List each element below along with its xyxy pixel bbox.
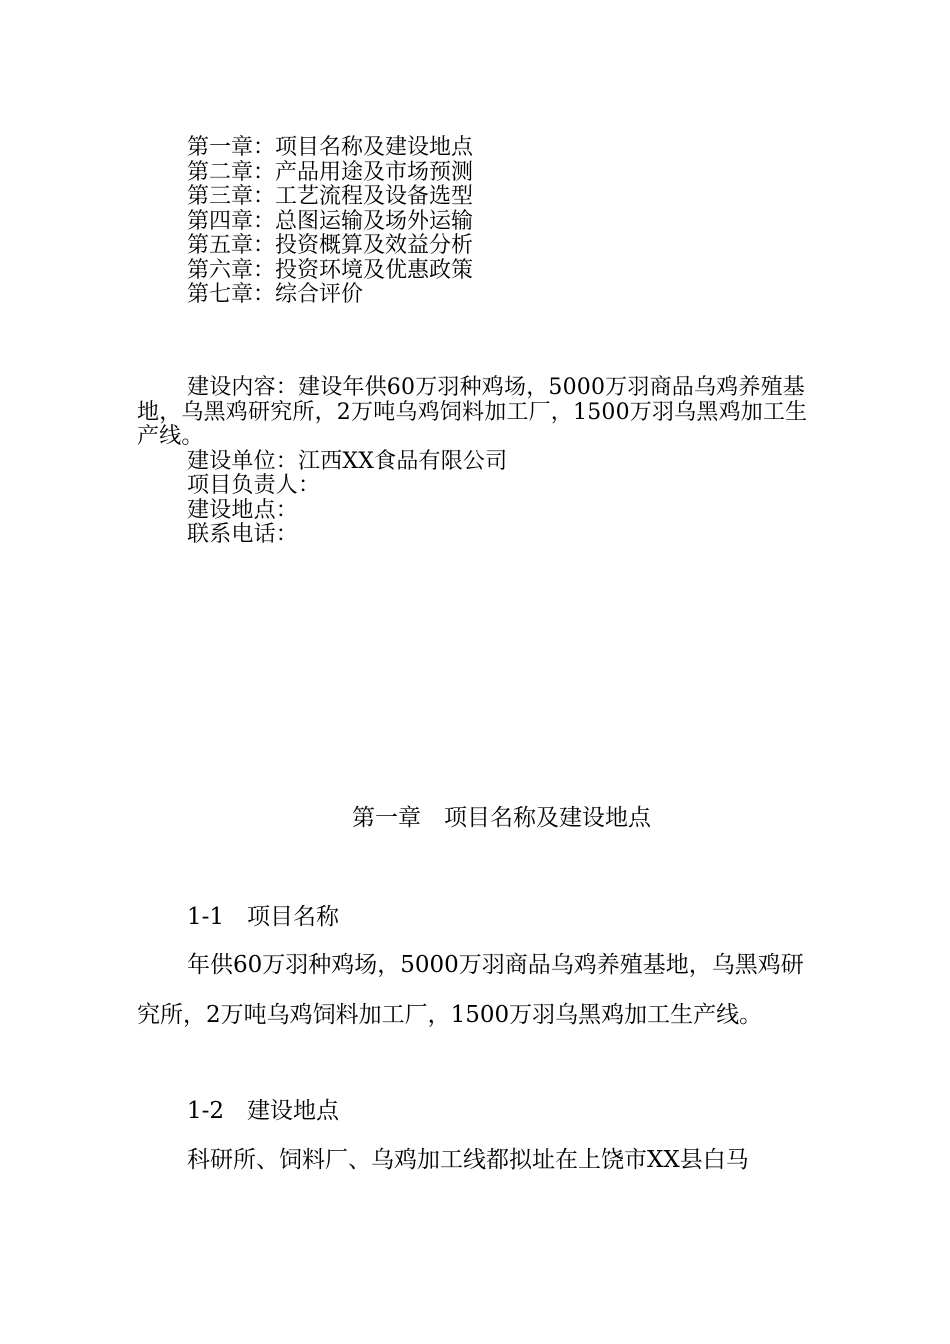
construction-location: 建设地点：: [187, 497, 299, 523]
project-name-paragraph: 年供60万羽种鸡场，5000万羽商品乌鸡养殖基地，乌黑鸡研究所，2万吨乌鸡饲料加工厂，1500万羽乌黑鸡加工生产线。: [137, 952, 804, 1028]
contact-phone: 联系电话：: [187, 522, 299, 547]
construction-unit: 建设单位：江西XX食品有限公司: [187, 448, 508, 474]
chapter-1-title: 第一章 项目名称及建设地点: [352, 805, 651, 831]
toc-item-chapter-3: 第三章：工艺流程及设备选型: [187, 184, 474, 209]
toc-item-chapter-5: 第五章：投资概算及效益分析: [187, 233, 474, 258]
toc-item-chapter-2: 第二章：产品用途及市场预测: [187, 159, 474, 185]
table-of-contents: [187, 136, 473, 308]
section-1-2-heading: 1-2 建设地点: [187, 1098, 340, 1124]
section-1-1-body: [137, 940, 817, 1040]
section-1-2-body: [137, 1135, 817, 1185]
toc-item-chapter-1: 第一章：项目名称及建设地点: [187, 135, 474, 160]
construction-content: 建设内容：建设年供60万羽种鸡场，5000万羽商品乌鸡养殖基地，乌黑鸡研究所，2万吨乌鸡饲料加工厂，1500万羽乌黑鸡加工生产线。: [137, 375, 808, 449]
toc-item-chapter-6: 第六章：投资环境及优惠政策: [187, 257, 474, 283]
project-leader: 项目负责人：: [187, 473, 321, 498]
location-paragraph: 科研所、饲料厂、乌鸡加工线都拟址在上饶市XX县白马: [187, 1147, 749, 1173]
toc-item-chapter-7: 第七章：综合评价: [187, 282, 364, 307]
section-1-1-heading: 1-1 项目名称: [187, 904, 340, 930]
toc-item-chapter-4: 第四章：总图运输及场外运输: [187, 208, 474, 234]
project-summary: [137, 376, 817, 548]
